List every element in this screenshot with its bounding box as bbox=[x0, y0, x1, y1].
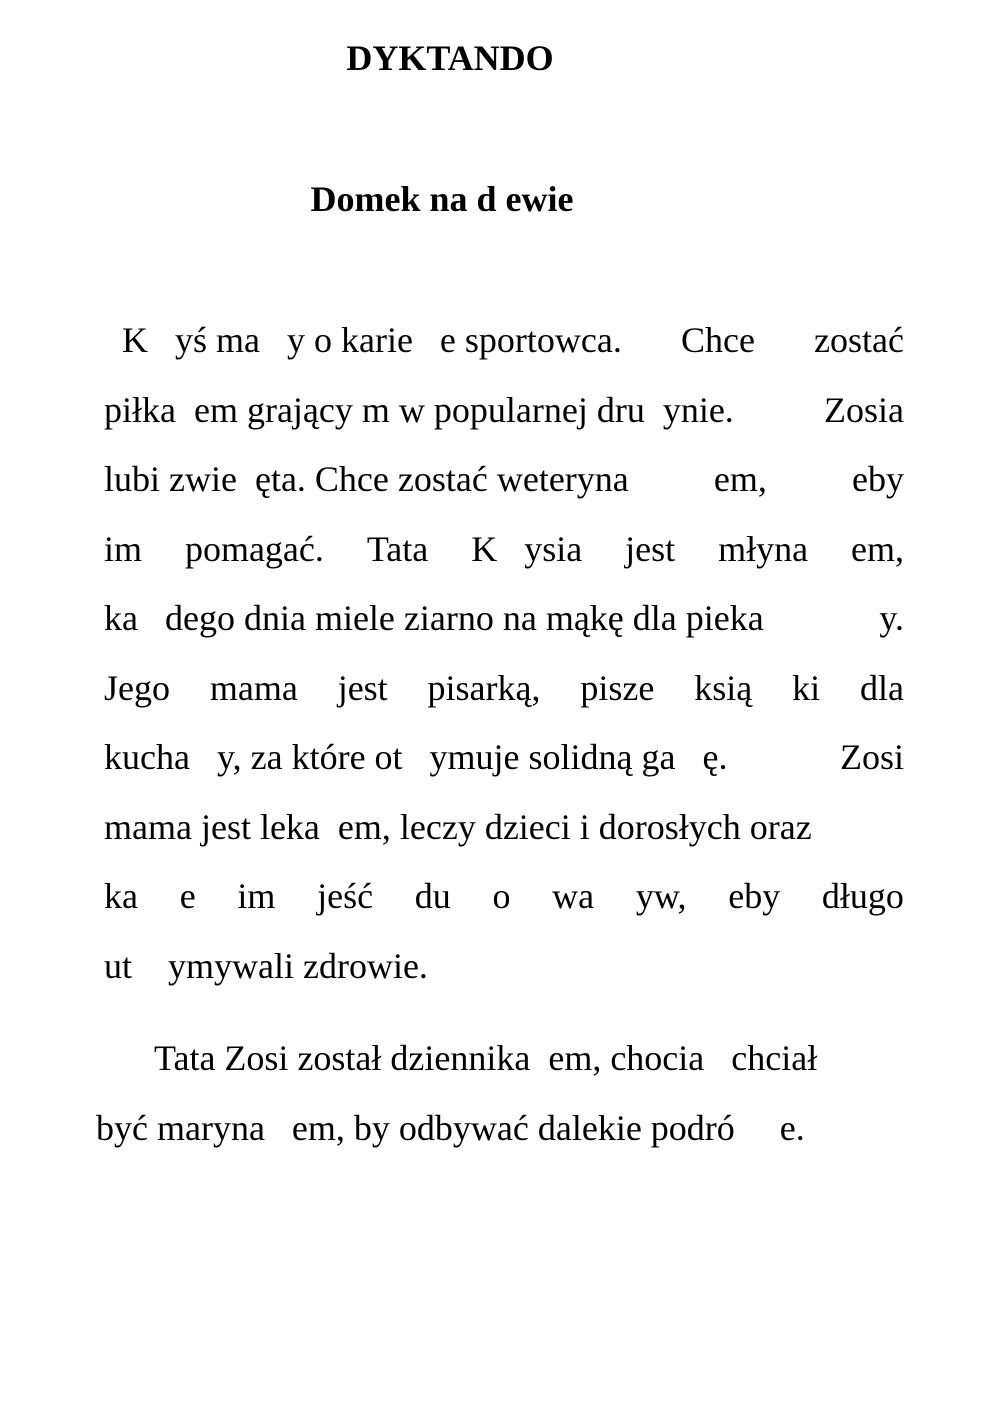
word: mama bbox=[209, 668, 298, 708]
word: im bbox=[237, 876, 276, 916]
word: lubi zwie ęta. Chce zostać weteryna bbox=[104, 459, 629, 499]
paragraph-1-line bbox=[104, 388, 904, 432]
paragraph-1-line bbox=[104, 944, 904, 988]
word: eby bbox=[852, 459, 904, 499]
word: im bbox=[104, 529, 143, 569]
paragraph-1-line bbox=[104, 805, 904, 849]
word: ki bbox=[792, 668, 821, 708]
word: ut ymywali zdrowie. bbox=[104, 946, 428, 986]
document-title: DYKTANDO bbox=[346, 38, 554, 78]
word: K yś ma y o karie e sportowca. bbox=[104, 320, 622, 360]
word: Tata bbox=[366, 529, 429, 569]
word: jeść bbox=[317, 876, 374, 916]
word: pomagać. bbox=[184, 529, 324, 569]
paragraph-2-line-1: Tata Zosi został dziennika em, chocia chciał bbox=[154, 1038, 818, 1078]
word: em, bbox=[713, 459, 767, 499]
word: y. bbox=[879, 598, 904, 638]
paragraph-1-line bbox=[104, 457, 904, 501]
story-title: Domek na d ewie bbox=[310, 179, 574, 219]
word: ksią bbox=[694, 668, 753, 708]
word: o bbox=[492, 876, 511, 916]
paragraph-2-line-2: być maryna em, by odbywać dalekie podró e. bbox=[96, 1108, 805, 1148]
word: yw, bbox=[635, 876, 687, 916]
word: wa bbox=[552, 876, 595, 916]
word: kucha y, za które ot ymuje solidną ga ę. bbox=[104, 737, 728, 777]
paragraph-1-line bbox=[104, 735, 904, 779]
word: ka dego dnia miele ziarno na mąkę dla pieka bbox=[104, 598, 764, 638]
word: Chce bbox=[680, 320, 755, 360]
word: pisze bbox=[580, 668, 655, 708]
paragraph-1-line bbox=[104, 874, 904, 918]
word: piłka em grający m w popularnej dru ynie. bbox=[104, 390, 734, 430]
word: Zosia bbox=[824, 390, 904, 430]
word: ka bbox=[104, 876, 138, 916]
word: jest bbox=[625, 529, 676, 569]
paragraph-1-line bbox=[104, 666, 904, 710]
word: pisarką, bbox=[427, 668, 541, 708]
word: mama jest leka em, leczy dzieci i dorosłych oraz bbox=[104, 807, 812, 847]
word: jest bbox=[337, 668, 388, 708]
word: em, bbox=[851, 529, 904, 569]
word: du bbox=[414, 876, 451, 916]
paragraph-1-line bbox=[104, 318, 904, 362]
word: e bbox=[179, 876, 196, 916]
word: dla bbox=[859, 668, 904, 708]
paragraph-1-line bbox=[104, 527, 904, 571]
word: eby bbox=[728, 876, 781, 916]
word: zostać bbox=[814, 320, 904, 360]
word: K ysia bbox=[471, 529, 583, 569]
word: Jego bbox=[104, 668, 170, 708]
word: młyna bbox=[718, 529, 809, 569]
word: długo bbox=[821, 876, 904, 916]
word: Zosi bbox=[839, 737, 904, 777]
paragraph-1-line bbox=[104, 596, 904, 640]
